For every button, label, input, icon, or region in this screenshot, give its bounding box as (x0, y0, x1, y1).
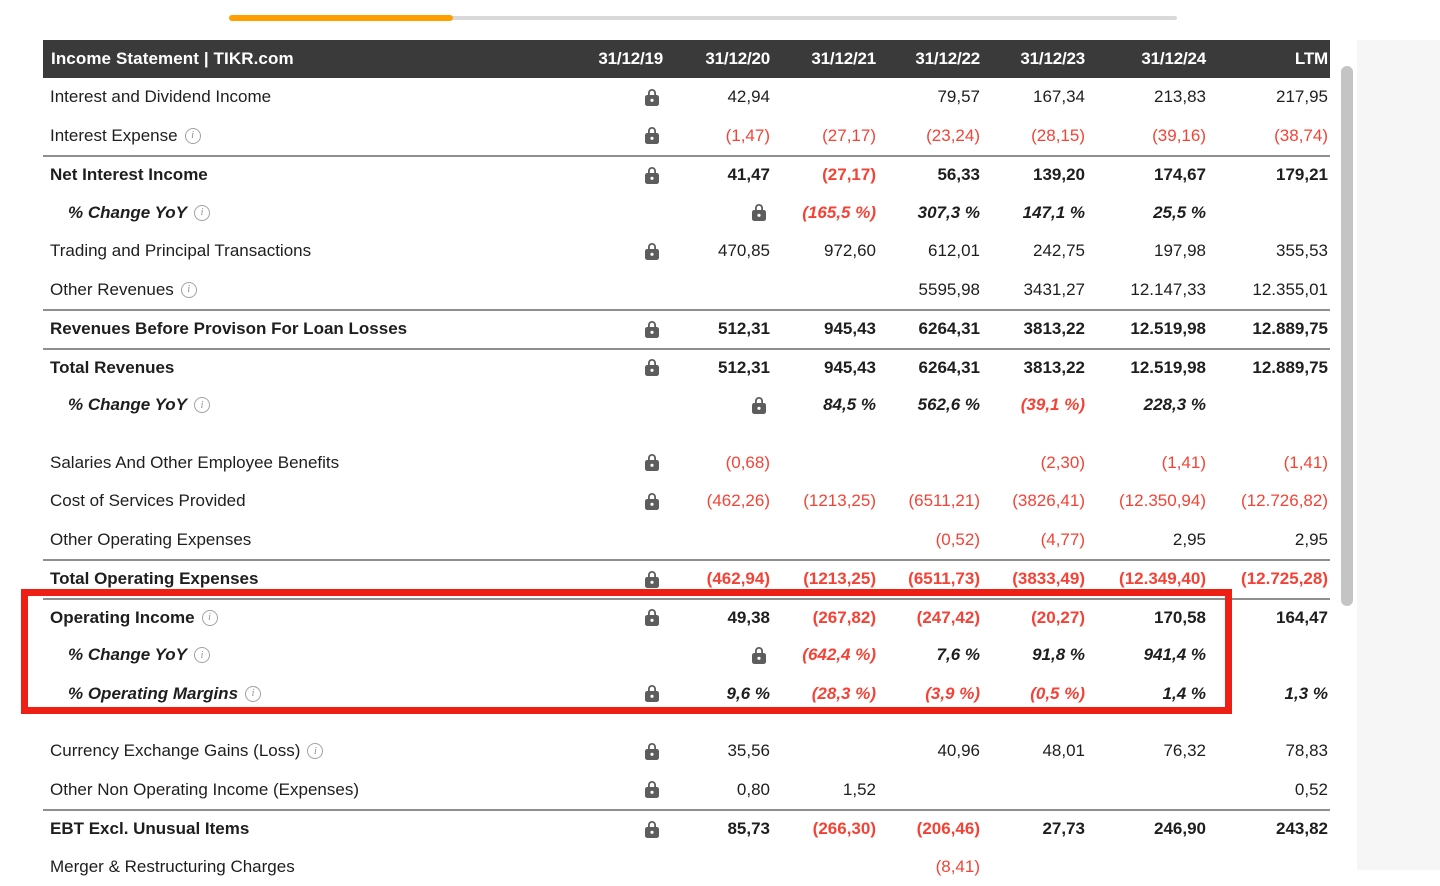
column-header-31-12-22: 31/12/22 (878, 49, 982, 69)
row-label-text: Other Operating Expenses (50, 530, 251, 550)
cell-31-12-23: (3833,49) (982, 569, 1087, 589)
table-body (43, 78, 1330, 886)
cell-31-12-19 (570, 321, 665, 338)
row-interest-expense (43, 117, 1330, 156)
cell-31-12-20: 85,73 (665, 819, 772, 839)
row-label-text: % Change YoY (68, 395, 187, 415)
cell-ltm: 179,21 (1208, 165, 1330, 185)
row-other-operating-expenses (43, 521, 1330, 560)
cell-31-12-23: (39,1 %) (982, 395, 1087, 415)
cell-31-12-20: 512,31 (665, 358, 772, 378)
horizontal-scrollbar-thumb[interactable] (229, 15, 453, 21)
lock-icon[interactable] (752, 397, 766, 414)
cell-31-12-23: 27,73 (982, 819, 1087, 839)
lock-icon[interactable] (645, 359, 659, 376)
cell-31-12-19 (570, 609, 665, 626)
cell-31-12-21: (266,30) (772, 819, 878, 839)
cell-31-12-24: 12.519,98 (1087, 358, 1208, 378)
cell-31-12-19 (570, 821, 665, 838)
cell-31-12-22: (8,41) (878, 857, 982, 877)
row-other-non-operating-income-expenses (43, 771, 1330, 810)
cell-31-12-22: (206,46) (878, 819, 982, 839)
row-label-text: Cost of Services Provided (50, 491, 246, 511)
cell-31-12-24: 76,32 (1087, 741, 1208, 761)
cell-31-12-19 (570, 167, 665, 184)
row-label (43, 165, 570, 185)
cell-ltm: 78,83 (1208, 741, 1330, 761)
cell-31-12-19 (570, 685, 665, 702)
cell-31-12-22: 612,01 (878, 241, 982, 261)
cell-31-12-20 (665, 397, 772, 414)
lock-icon[interactable] (645, 609, 659, 626)
cell-31-12-22: (23,24) (878, 126, 982, 146)
row-salaries-and-other-employee-benefits (43, 444, 1330, 483)
row-label-text: Interest Expense (50, 126, 178, 146)
cell-31-12-24: (1,41) (1087, 453, 1208, 473)
cell-31-12-21: 972,60 (772, 241, 878, 261)
cell-31-12-24: 174,67 (1087, 165, 1208, 185)
info-icon[interactable]: i (307, 743, 323, 759)
row-net-interest-income (43, 155, 1330, 194)
row-label (43, 857, 570, 877)
cell-31-12-21: (1213,25) (772, 491, 878, 511)
cell-31-12-20: 35,56 (665, 741, 772, 761)
cell-31-12-23: 48,01 (982, 741, 1087, 761)
cell-31-12-23: 3813,22 (982, 319, 1087, 339)
cell-31-12-23: (4,77) (982, 530, 1087, 550)
row-label-text: Currency Exchange Gains (Loss) (50, 741, 300, 761)
cell-31-12-24: 213,83 (1087, 87, 1208, 107)
cell-ltm: (12.725,28) (1208, 569, 1330, 589)
info-icon[interactable]: i (194, 647, 210, 663)
cell-31-12-19 (570, 454, 665, 471)
table-header-row (43, 40, 1330, 78)
cell-31-12-20: 41,47 (665, 165, 772, 185)
row-label (43, 684, 570, 704)
row-label-text: Total Revenues (50, 358, 174, 378)
cell-31-12-23: 3813,22 (982, 358, 1087, 378)
row-operating-margins (43, 675, 1330, 714)
row-label (43, 780, 570, 800)
column-header-31-12-19: 31/12/19 (570, 49, 665, 69)
cell-31-12-19 (570, 243, 665, 260)
column-header-31-12-23: 31/12/23 (982, 49, 1087, 69)
cell-ltm: 2,95 (1208, 530, 1330, 550)
row-currency-exchange-gains-loss (43, 732, 1330, 771)
cell-31-12-23: 167,34 (982, 87, 1087, 107)
cell-31-12-24: (39,16) (1087, 126, 1208, 146)
cell-ltm: 164,47 (1208, 608, 1330, 628)
cell-31-12-23: 242,75 (982, 241, 1087, 261)
row-label (43, 608, 570, 628)
cell-31-12-20: 470,85 (665, 241, 772, 261)
income-statement-table (43, 40, 1330, 886)
cell-31-12-22: (6511,21) (878, 491, 982, 511)
row-label (43, 126, 570, 146)
lock-icon[interactable] (645, 167, 659, 184)
cell-31-12-22: 7,6 % (878, 645, 982, 665)
cell-31-12-22: 40,96 (878, 741, 982, 761)
row-label (43, 819, 570, 839)
cell-31-12-23: (3826,41) (982, 491, 1087, 511)
row-label-text: % Operating Margins (68, 684, 238, 704)
cell-31-12-21: 1,52 (772, 780, 878, 800)
cell-31-12-22: 6264,31 (878, 319, 982, 339)
column-header-31-12-24: 31/12/24 (1087, 49, 1208, 69)
lock-icon[interactable] (645, 493, 659, 510)
cell-ltm: 12.355,01 (1208, 280, 1330, 300)
cell-31-12-22: 5595,98 (878, 280, 982, 300)
table-title: Income Statement | TIKR.com (43, 49, 570, 69)
cell-31-12-24: 2,95 (1087, 530, 1208, 550)
cell-31-12-20 (665, 647, 772, 664)
row-label-text: Salaries And Other Employee Benefits (50, 453, 339, 473)
cell-31-12-21: 945,43 (772, 319, 878, 339)
column-header-31-12-20: 31/12/20 (665, 49, 772, 69)
row-label (43, 453, 570, 473)
cell-31-12-19 (570, 781, 665, 798)
row-label-text: % Change YoY (68, 645, 187, 665)
row-label (43, 530, 570, 550)
row-other-revenues (43, 271, 1330, 310)
cell-ltm: (38,74) (1208, 126, 1330, 146)
info-icon[interactable]: i (181, 282, 197, 298)
row-label (43, 741, 570, 761)
cell-31-12-20: 9,6 % (665, 684, 772, 704)
cell-31-12-19 (570, 571, 665, 588)
row-operating-income (43, 598, 1330, 637)
cell-ltm: 217,95 (1208, 87, 1330, 107)
cell-31-12-22: (3,9 %) (878, 684, 982, 704)
cell-31-12-20: (462,94) (665, 569, 772, 589)
row-label-text: Revenues Before Provison For Loan Losses (50, 319, 407, 339)
cell-31-12-24: 170,58 (1087, 608, 1208, 628)
cell-31-12-19 (570, 127, 665, 144)
cell-ltm: (12.726,82) (1208, 491, 1330, 511)
row-label (43, 645, 570, 665)
cell-31-12-22: (247,42) (878, 608, 982, 628)
cell-31-12-22: 56,33 (878, 165, 982, 185)
row-total-operating-expenses (43, 559, 1330, 598)
cell-31-12-20: 42,94 (665, 87, 772, 107)
cell-31-12-21: (27,17) (772, 126, 878, 146)
cell-31-12-20: (0,68) (665, 453, 772, 473)
row-change-yoy (43, 636, 1330, 675)
lock-icon[interactable] (645, 821, 659, 838)
row-ebt-excl-unusual-items (43, 809, 1330, 848)
cell-ltm: 12.889,75 (1208, 358, 1330, 378)
row-label (43, 491, 570, 511)
cell-31-12-23: (28,15) (982, 126, 1087, 146)
cell-31-12-21: (28,3 %) (772, 684, 878, 704)
cell-31-12-20: 49,38 (665, 608, 772, 628)
horizontal-scrollbar[interactable] (229, 16, 1177, 20)
cell-31-12-20: 512,31 (665, 319, 772, 339)
cell-ltm: 243,82 (1208, 819, 1330, 839)
cell-31-12-22: 79,57 (878, 87, 982, 107)
cell-31-12-21: (267,82) (772, 608, 878, 628)
cell-31-12-19 (570, 743, 665, 760)
row-total-revenues (43, 348, 1330, 387)
cell-31-12-24: 941,4 % (1087, 645, 1208, 665)
cell-31-12-21: (1213,25) (772, 569, 878, 589)
row-label-text: % Change YoY (68, 203, 187, 223)
cell-ltm: 12.889,75 (1208, 319, 1330, 339)
cell-31-12-23: (20,27) (982, 608, 1087, 628)
cell-ltm: 355,53 (1208, 241, 1330, 261)
cell-31-12-23: 91,8 % (982, 645, 1087, 665)
row-label (43, 358, 570, 378)
cell-31-12-23: (2,30) (982, 453, 1087, 473)
lock-icon[interactable] (645, 781, 659, 798)
info-icon[interactable]: i (194, 205, 210, 221)
row-merger-restructuring-charges (43, 848, 1330, 886)
vertical-scrollbar[interactable] (1341, 44, 1353, 870)
row-label-text: Interest and Dividend Income (50, 87, 271, 107)
lock-icon[interactable] (645, 127, 659, 144)
info-icon[interactable]: i (185, 128, 201, 144)
cell-31-12-24: 12.147,33 (1087, 280, 1208, 300)
row-change-yoy (43, 194, 1330, 233)
cell-31-12-24: (12.350,94) (1087, 491, 1208, 511)
row-label-text: Trading and Principal Transactions (50, 241, 311, 261)
row-trading-and-principal-transactions (43, 232, 1330, 271)
cell-31-12-24: 197,98 (1087, 241, 1208, 261)
cell-ltm: (1,41) (1208, 453, 1330, 473)
row-label-text: Other Non Operating Income (Expenses) (50, 780, 359, 800)
cell-31-12-24: 25,5 % (1087, 203, 1208, 223)
row-label (43, 569, 570, 589)
cell-31-12-24: 1,4 % (1087, 684, 1208, 704)
row-label-text: Net Interest Income (50, 165, 208, 185)
lock-icon[interactable] (645, 321, 659, 338)
cell-31-12-23: 147,1 % (982, 203, 1087, 223)
info-icon[interactable]: i (202, 610, 218, 626)
info-icon[interactable]: i (194, 397, 210, 413)
cell-31-12-24: (12.349,40) (1087, 569, 1208, 589)
row-label (43, 203, 570, 223)
lock-icon[interactable] (645, 89, 659, 106)
cell-ltm: 0,52 (1208, 780, 1330, 800)
lock-icon[interactable] (645, 243, 659, 260)
row-cost-of-services-provided (43, 482, 1330, 521)
lock-icon[interactable] (752, 204, 766, 221)
row-interest-and-dividend-income (43, 78, 1330, 117)
row-label-text: Other Revenues (50, 280, 174, 300)
cell-31-12-19 (570, 359, 665, 376)
cell-31-12-23: 139,20 (982, 165, 1087, 185)
lock-icon[interactable] (645, 454, 659, 471)
info-icon[interactable]: i (245, 686, 261, 702)
cell-31-12-21: 945,43 (772, 358, 878, 378)
cell-ltm: 1,3 % (1208, 684, 1330, 704)
row-label (43, 87, 570, 107)
cell-31-12-21: 84,5 % (772, 395, 878, 415)
row-label-text: EBT Excl. Unusual Items (50, 819, 249, 839)
cell-31-12-24: 228,3 % (1087, 395, 1208, 415)
column-header-ltm: LTM (1208, 49, 1330, 69)
cell-31-12-21: (642,4 %) (772, 645, 878, 665)
vertical-scrollbar-thumb[interactable] (1341, 66, 1353, 606)
row-label (43, 319, 570, 339)
cell-31-12-20: 0,80 (665, 780, 772, 800)
lock-icon[interactable] (645, 685, 659, 702)
row-label-text: Merger & Restructuring Charges (50, 857, 295, 877)
cell-31-12-20 (665, 204, 772, 221)
cell-31-12-20: (462,26) (665, 491, 772, 511)
lock-icon[interactable] (752, 647, 766, 664)
row-label-text: Operating Income (50, 608, 195, 628)
cell-31-12-21: (27,17) (772, 165, 878, 185)
row-label (43, 241, 570, 261)
cell-31-12-22: (6511,73) (878, 569, 982, 589)
lock-icon[interactable] (645, 571, 659, 588)
cell-31-12-22: 307,3 % (878, 203, 982, 223)
lock-icon[interactable] (645, 743, 659, 760)
cell-31-12-19 (570, 89, 665, 106)
cell-31-12-19 (570, 493, 665, 510)
cell-31-12-23: 3431,27 (982, 280, 1087, 300)
row-revenues-before-provison-for-loan-losses (43, 309, 1330, 348)
cell-31-12-22: 562,6 % (878, 395, 982, 415)
cell-31-12-22: 6264,31 (878, 358, 982, 378)
cell-31-12-21: (165,5 %) (772, 203, 878, 223)
right-gutter (1357, 40, 1440, 870)
cell-31-12-24: 12.519,98 (1087, 319, 1208, 339)
column-header-31-12-21: 31/12/21 (772, 49, 878, 69)
cell-31-12-23: (0,5 %) (982, 684, 1087, 704)
row-label-text: Total Operating Expenses (50, 569, 258, 589)
cell-31-12-22: (0,52) (878, 530, 982, 550)
row-label (43, 395, 570, 415)
cell-31-12-24: 246,90 (1087, 819, 1208, 839)
row-label (43, 280, 570, 300)
row-change-yoy (43, 386, 1330, 425)
cell-31-12-20: (1,47) (665, 126, 772, 146)
